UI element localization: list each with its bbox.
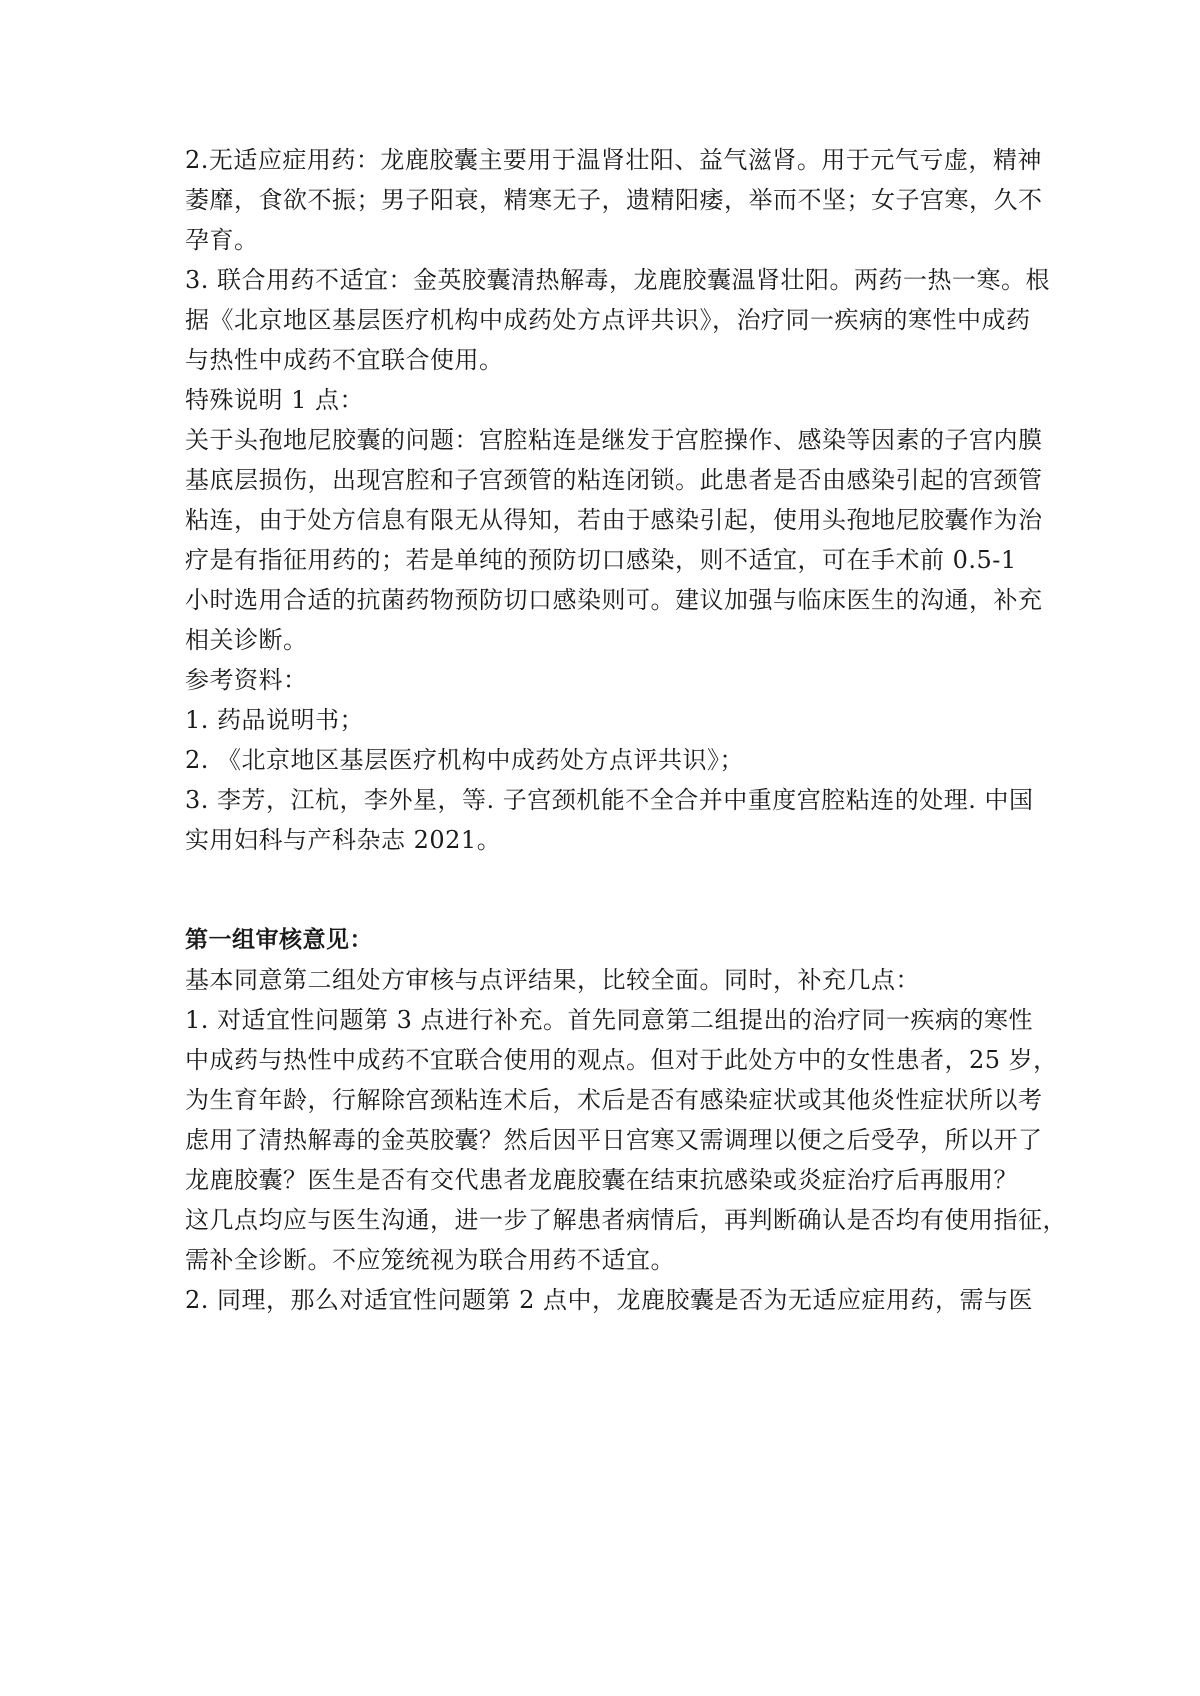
body-line: 粘连，由于处方信息有限无从得知，若由于感染引起，使用头孢地尼胶囊作为治 — [185, 506, 1043, 534]
body-line: 需补全诊断。不应笼统视为联合用药不适宜。 — [185, 1246, 675, 1274]
body-line: 2. 同理，那么对适宜性问题第 2 点中，龙鹿胶囊是否为无适应症用药，需与医 — [185, 1286, 1034, 1314]
body-line: 小时选用合适的抗菌药物预防切口感染则可。建议加强与临床医生的沟通，补充 — [185, 586, 1043, 614]
section-heading: 第一组审核意见： — [185, 927, 373, 953]
body-line: 基本同意第二组处方审核与点评结果，比较全面。同时，补充几点： — [185, 966, 920, 994]
body-line: 关于头孢地尼胶囊的问题：宫腔粘连是继发于宫腔操作、感染等因素的子宫内膜 — [185, 426, 1043, 454]
body-line: 相关诊断。 — [185, 626, 308, 654]
body-line: 1. 对适宜性问题第 3 点进行补充。首先同意第二组提出的治疗同一疾病的寒性 — [185, 1006, 1034, 1034]
body-line: 虑用了清热解毒的金英胶囊？然后因平日宫寒又需调理以便之后受孕，所以开了 — [185, 1126, 1043, 1154]
references-heading: 参考资料： — [185, 666, 308, 694]
reference-item: 1. 药品说明书； — [185, 706, 365, 734]
body-line: 疗是有指征用药的；若是单纯的预防切口感染，则不适宜，可在手术前 0.5-1 — [185, 546, 1017, 574]
body-line: 与热性中成药不宜联合使用。 — [185, 346, 504, 374]
body-line: 孕育。 — [185, 226, 259, 254]
body-line: 这几点均应与医生沟通，进一步了解患者病情后，再判断确认是否均有使用指征， — [185, 1206, 1067, 1234]
body-line: 龙鹿胶囊？医生是否有交代患者龙鹿胶囊在结束抗感染或炎症治疗后再服用？ — [185, 1166, 1018, 1194]
reference-item: 3. 李芳，江杭，李外星，等. 子宫颈机能不全合并中重度宫腔粘连的处理. 中国 — [185, 786, 1034, 814]
body-line: 为生育年龄，行解除宫颈粘连术后，术后是否有感染症状或其他炎性症状所以考 — [185, 1086, 1043, 1114]
section-spacer — [185, 860, 1025, 920]
body-line: 3. 联合用药不适宜：金英胶囊清热解毒，龙鹿胶囊温肾壮阳。两药一热一寒。根 — [185, 266, 1051, 294]
reference-item: 实用妇科与产科杂志 2021。 — [185, 826, 502, 854]
body-line: 萎靡，食欲不振；男子阳衰，精寒无子，遗精阳痿，举而不坚；女子宫寒，久不 — [185, 186, 1043, 214]
document-page — [185, 140, 1067, 1320]
reference-item: 2. 《北京地区基层医疗机构中成药处方点评共识》； — [185, 746, 745, 774]
body-line: 据《北京地区基层医疗机构中成药处方点评共识》，治疗同一疾病的寒性中成药 — [185, 306, 1031, 334]
body-line: 基底层损伤，出现宫腔和子宫颈管的粘连闭锁。此患者是否由感染引起的宫颈管 — [185, 466, 1043, 494]
body-line: 中成药与热性中成药不宜联合使用的观点。但对于此处方中的女性患者，25 岁， — [185, 1046, 1058, 1074]
body-line: 2.无适应症用药：龙鹿胶囊主要用于温肾壮阳、益气滋肾。用于元气亏虚，精神 — [185, 146, 1042, 174]
special-note-heading: 特殊说明 1 点： — [185, 386, 365, 414]
